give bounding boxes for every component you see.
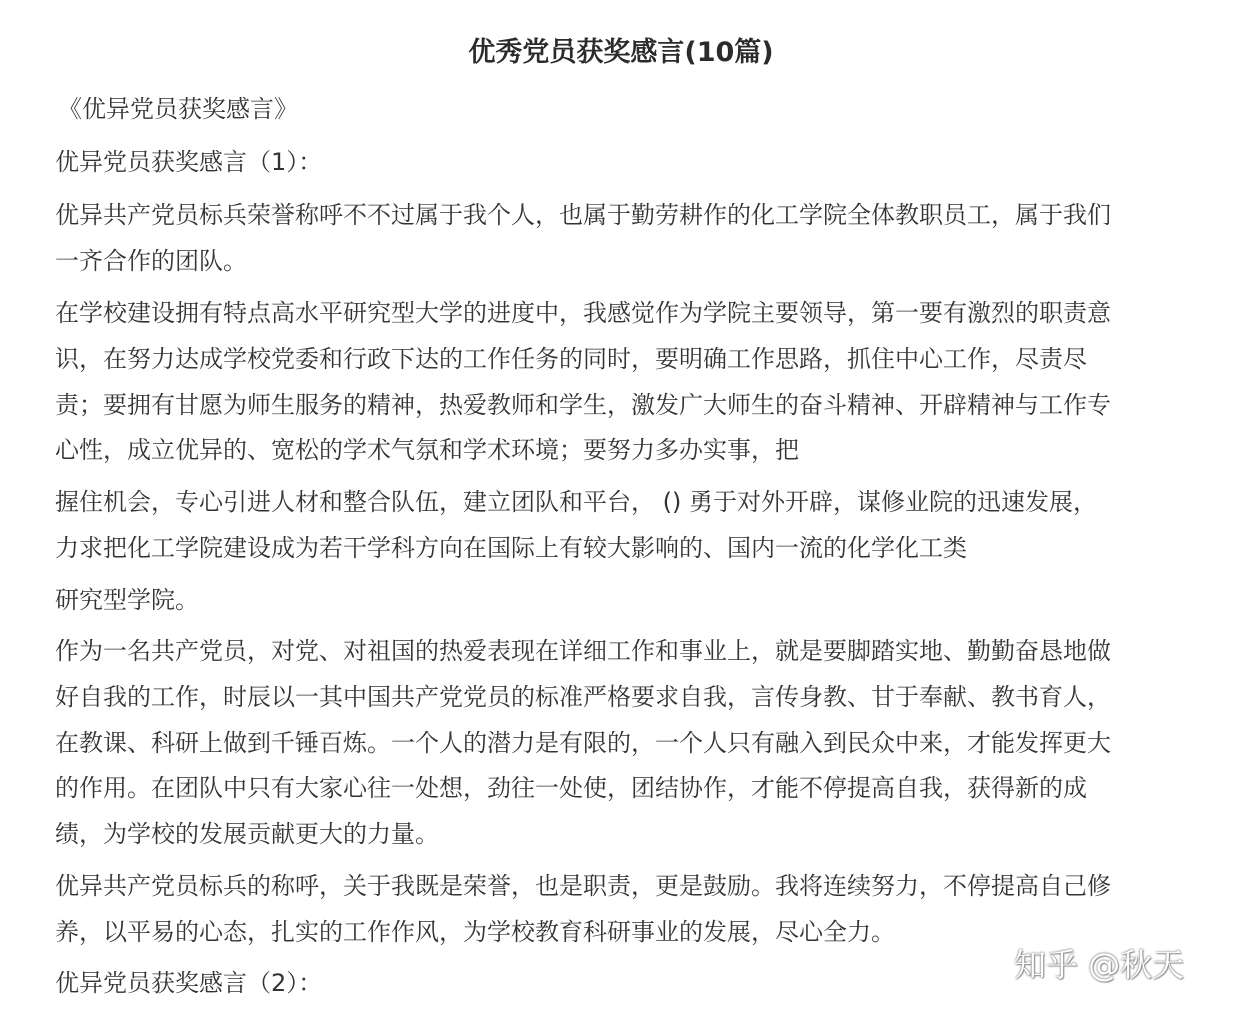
paragraph-line: 力求把化工学院建设成为若干学科方向在国际上有较大影响的、国内一流的化学化工类 <box>55 534 967 562</box>
paragraph-line: 作为一名共产党员，对党、对祖国的热爱表现在详细工作和事业上，就是要脚踏实地、勤勤奋恳地做 <box>55 637 1111 665</box>
section-heading-1: 优异党员获奖感言（1）： <box>55 148 323 176</box>
section-heading-2: 优异党员获奖感言（2）： <box>55 969 323 997</box>
paragraph-line: 绩，为学校的发展贡献更大的力量。 <box>55 820 439 848</box>
paragraph-line: 养，以平易的心态，扎实的工作作风，为学校教育科研事业的发展，尽心全力。 <box>55 918 895 946</box>
paragraph-line: 的作用。在团队中只有大家心往一处想，劲往一处使，团结协作，才能不停提高自我，获得新的成 <box>55 774 1087 802</box>
paragraph-line: 好自我的工作，时辰以一其中国共产党党员的标准严格要求自我，言传身教、甘于奉献、教书育人， <box>55 683 1111 711</box>
paragraph-line: 心性，成立优异的、宽松的学术气氛和学术环境；要努力多办实事，把 <box>55 436 799 464</box>
paragraph-line: 识，在努力达成学校党委和行政下达的工作任务的同时，要明确工作思路，抓住中心工作，尽责尽 <box>55 345 1087 373</box>
paragraph-line: 一齐合作的团队。 <box>55 247 247 275</box>
paragraph-line: 责；要拥有甘愿为师生服务的精神，热爱教师和学生，激发广大师生的奋斗精神、开辟精神与工作专 <box>55 391 1111 419</box>
paragraph-line: 在教课、科研上做到千锤百炼。一个人的潜力是有限的，一个人只有融入到民众中来，才能发挥更大 <box>55 729 1111 757</box>
zhihu-watermark: 知乎 @秋天 <box>1014 946 1185 984</box>
subtitle-line: 《优异党员获奖感言》 <box>58 95 298 123</box>
paragraph-line: 优异共产党员标兵荣誉称呼不不过属于我个人，也属于勤劳耕作的化工学院全体教职员工，属于我们 <box>55 201 1111 229</box>
paragraph-line: 在学校建设拥有特点高水平研究型大学的进度中，我感觉作为学院主要领导，第一要有激烈的职责意 <box>55 299 1111 327</box>
paragraph-line: 握住机会，专心引进人材和整合队伍，建立团队和平台， () 勇于对外开辟，谋修业院的迅速发展， <box>55 488 1097 516</box>
paragraph-line: 研究型学院。 <box>55 586 199 614</box>
paragraph-line: 优异共产党员标兵的称呼，关于我既是荣誉，也是职责，更是鼓励。我将连续努力，不停提高自己修 <box>55 872 1111 900</box>
document-title: 优秀党员获奖感言(10篇) <box>468 37 774 68</box>
